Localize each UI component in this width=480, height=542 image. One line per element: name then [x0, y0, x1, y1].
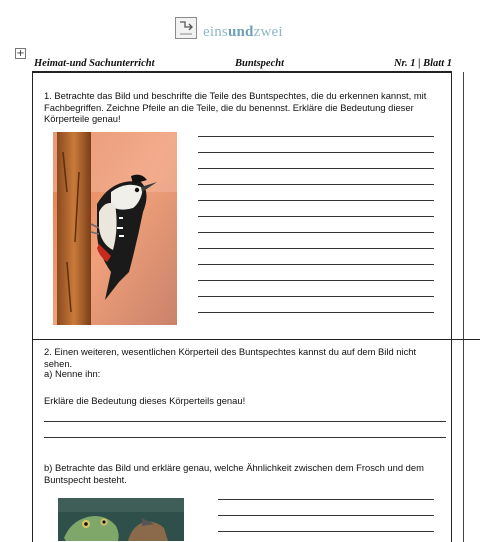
- frog-image: [58, 498, 184, 541]
- logo-text: einsundzwei: [203, 23, 283, 40]
- answer-line[interactable]: [198, 184, 434, 185]
- logo: [175, 17, 283, 39]
- task2-explain: Erkläre die Bedeutung dieses Körperteils genau!: [44, 395, 246, 406]
- header-topic: Buntspecht: [235, 58, 285, 69]
- task2-part-a: a) Nenne ihn:: [44, 368, 101, 379]
- answer-line[interactable]: [198, 216, 434, 217]
- answer-line[interactable]: [218, 515, 434, 516]
- table-move-handle[interactable]: +: [16, 48, 25, 59]
- answer-line[interactable]: [44, 437, 446, 438]
- answer-line[interactable]: [218, 531, 434, 532]
- answer-line[interactable]: [198, 152, 434, 153]
- answer-line[interactable]: [198, 136, 434, 137]
- answer-line[interactable]: [198, 280, 434, 281]
- task2-instruction: 2. Einen weiteren, wesentlichen Körperteil des Buntspechtes kannst du auf dem Bild nicht sehen.: [44, 346, 417, 369]
- header-rule: [32, 71, 452, 73]
- header-subject: Heimat-und Sachunterricht: [34, 58, 155, 69]
- task2-part-b: b) Betrachte das Bild und erkläre genau, welche Ähnlichkeit zwischen dem Frosch und dem Buntspecht besteht.: [44, 462, 424, 485]
- header-sheet-number: Nr. 1 | Blatt 1: [393, 58, 452, 69]
- answer-line[interactable]: [198, 200, 434, 201]
- answer-line[interactable]: [198, 296, 434, 297]
- answer-line[interactable]: [198, 248, 434, 249]
- table-border-right: [451, 72, 452, 542]
- answer-line[interactable]: [218, 499, 434, 500]
- woodpecker-image: [53, 132, 177, 325]
- answer-line[interactable]: [198, 232, 434, 233]
- task1-instruction: 1. Betrachte das Bild und beschrifte die Teile des Buntspechtes, die du erkennen kannst, mit Fachbegriffen. Zeichne Pfeile an die Teile, die du benennst. Erkläre die Bedeutung dieser Körperteile genau!: [44, 90, 427, 124]
- page-margin-right: [463, 72, 464, 542]
- answer-line[interactable]: [198, 264, 434, 265]
- table-border-left: [32, 72, 33, 542]
- table-row-divider: [32, 339, 480, 340]
- document-header: [32, 58, 452, 72]
- answer-line[interactable]: [198, 312, 434, 313]
- answer-line[interactable]: [198, 168, 434, 169]
- arrow-box-icon: [175, 17, 197, 39]
- answer-line[interactable]: [44, 421, 446, 422]
